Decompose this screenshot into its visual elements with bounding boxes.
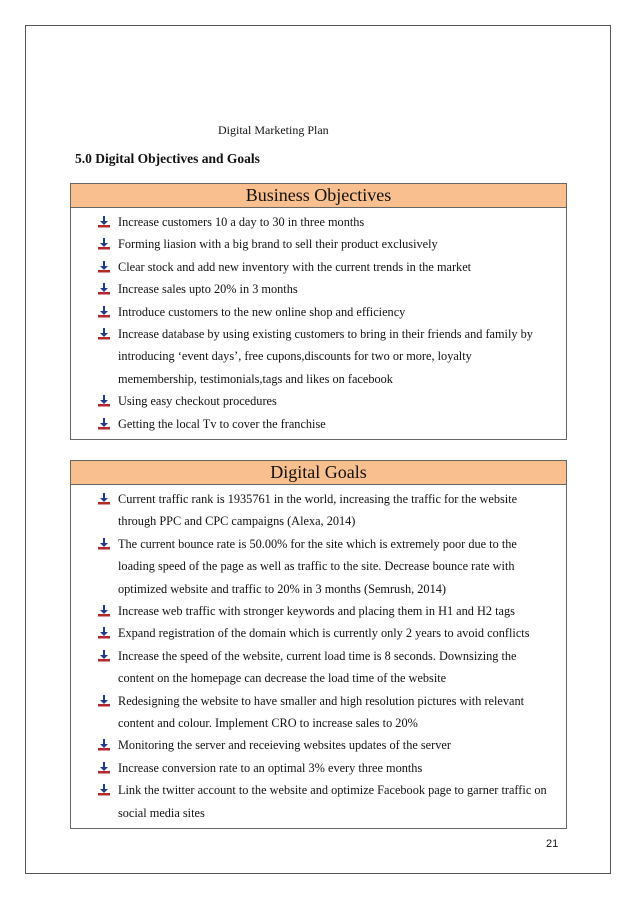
arrow-bullet-icon bbox=[97, 626, 111, 640]
list-item bbox=[71, 622, 566, 644]
list-item bbox=[71, 757, 566, 779]
arrow-bullet-icon bbox=[97, 260, 111, 274]
business-objectives-list bbox=[71, 208, 566, 439]
list-item bbox=[71, 488, 566, 533]
business-objectives-box bbox=[70, 183, 567, 440]
list-item-text: Increase the speed of the website, current load time is 8 seconds. Downsizing the content on the homepage can decrease the load time of the website bbox=[118, 648, 517, 686]
arrow-bullet-icon bbox=[97, 604, 111, 618]
list-item bbox=[71, 779, 566, 824]
arrow-bullet-icon bbox=[97, 327, 111, 341]
list-item-text: Clear stock and add new inventory with the current trends in the market bbox=[118, 259, 472, 274]
arrow-bullet-icon bbox=[97, 394, 111, 408]
arrow-bullet-icon bbox=[97, 738, 111, 752]
list-item bbox=[71, 533, 566, 600]
list-item-text: Using easy checkout procedures bbox=[118, 394, 277, 409]
list-item-text: Increase web traffic with stronger keywords and placing them in H1 and H2 tags bbox=[118, 604, 515, 619]
digital-goals-box bbox=[70, 460, 567, 829]
arrow-bullet-icon bbox=[97, 305, 111, 319]
arrow-bullet-icon bbox=[97, 761, 111, 775]
list-item-text: Getting the local Tv to cover the franchise bbox=[118, 416, 326, 431]
page-number: 21 bbox=[546, 838, 559, 850]
list-item-text: Link the twitter account to the website and optimize Facebook page to garner traffic on social media sites bbox=[118, 783, 547, 820]
list-item bbox=[71, 690, 566, 735]
digital-goals-list bbox=[71, 485, 566, 828]
list-item-text: Forming liasion with a big brand to sell their product exclusively bbox=[118, 237, 438, 252]
list-item-text: Current traffic rank is 1935761 in the world, increasing the traffic for the website through PPC and CPC campaigns (Alexa, 2014) bbox=[118, 492, 518, 529]
arrow-bullet-icon bbox=[97, 649, 111, 663]
digital-goals-title: Digital Goals bbox=[71, 461, 566, 485]
list-item bbox=[71, 211, 566, 233]
list-item bbox=[71, 390, 566, 412]
list-item bbox=[71, 600, 566, 622]
list-item-text: Expand registration of the domain which is currently only 2 years to avoid conflicts bbox=[118, 626, 530, 641]
list-item bbox=[71, 233, 566, 255]
arrow-bullet-icon bbox=[97, 537, 111, 551]
business-objectives-title: Business Objectives bbox=[71, 184, 566, 208]
list-item bbox=[71, 323, 566, 390]
arrow-bullet-icon bbox=[97, 783, 111, 797]
arrow-bullet-icon bbox=[97, 282, 111, 296]
list-item bbox=[71, 413, 566, 435]
header-title: Digital Marketing Plan bbox=[218, 123, 329, 137]
arrow-bullet-icon bbox=[97, 492, 111, 506]
list-item-text: Monitoring the server and receieving websites updates of the server bbox=[118, 738, 451, 753]
arrow-bullet-icon bbox=[97, 237, 111, 251]
list-item-text: Increase conversion rate to an optimal 3% every three months bbox=[118, 760, 423, 775]
list-item-text: Increase database by using existing customers to bring in their friends and family by introducing ‘event days’, free cupons,discounts for two or more, loyalty memembership, testimonials,tags and likes on facebook bbox=[118, 327, 533, 386]
arrow-bullet-icon bbox=[97, 215, 111, 229]
list-item bbox=[71, 301, 566, 323]
list-item-text: Increase sales upto 20% in 3 months bbox=[118, 282, 298, 297]
list-item-text: Increase customers 10 a day to 30 in three months bbox=[118, 215, 365, 229]
list-item-text: Introduce customers to the new online shop and efficiency bbox=[118, 304, 406, 319]
arrow-bullet-icon bbox=[97, 694, 111, 708]
list-item bbox=[71, 645, 566, 690]
list-item bbox=[71, 256, 566, 278]
arrow-bullet-icon bbox=[97, 417, 111, 431]
list-item bbox=[71, 734, 566, 756]
list-item-text: Redesigning the website to have smaller and high resolution pictures with relevant content and colour. Implement CRO to increase sales to 20% bbox=[118, 693, 525, 731]
list-item-text: The current bounce rate is 50.00% for the site which is extremely poor due to the loading speed of the page as well as traffic to the site. Decrease bounce rate with optimized website and traffic to 20% in 3 months (Semrush, 2014) bbox=[118, 536, 517, 596]
list-item bbox=[71, 278, 566, 300]
section-heading: 5.0 Digital Objectives and Goals bbox=[75, 151, 260, 166]
